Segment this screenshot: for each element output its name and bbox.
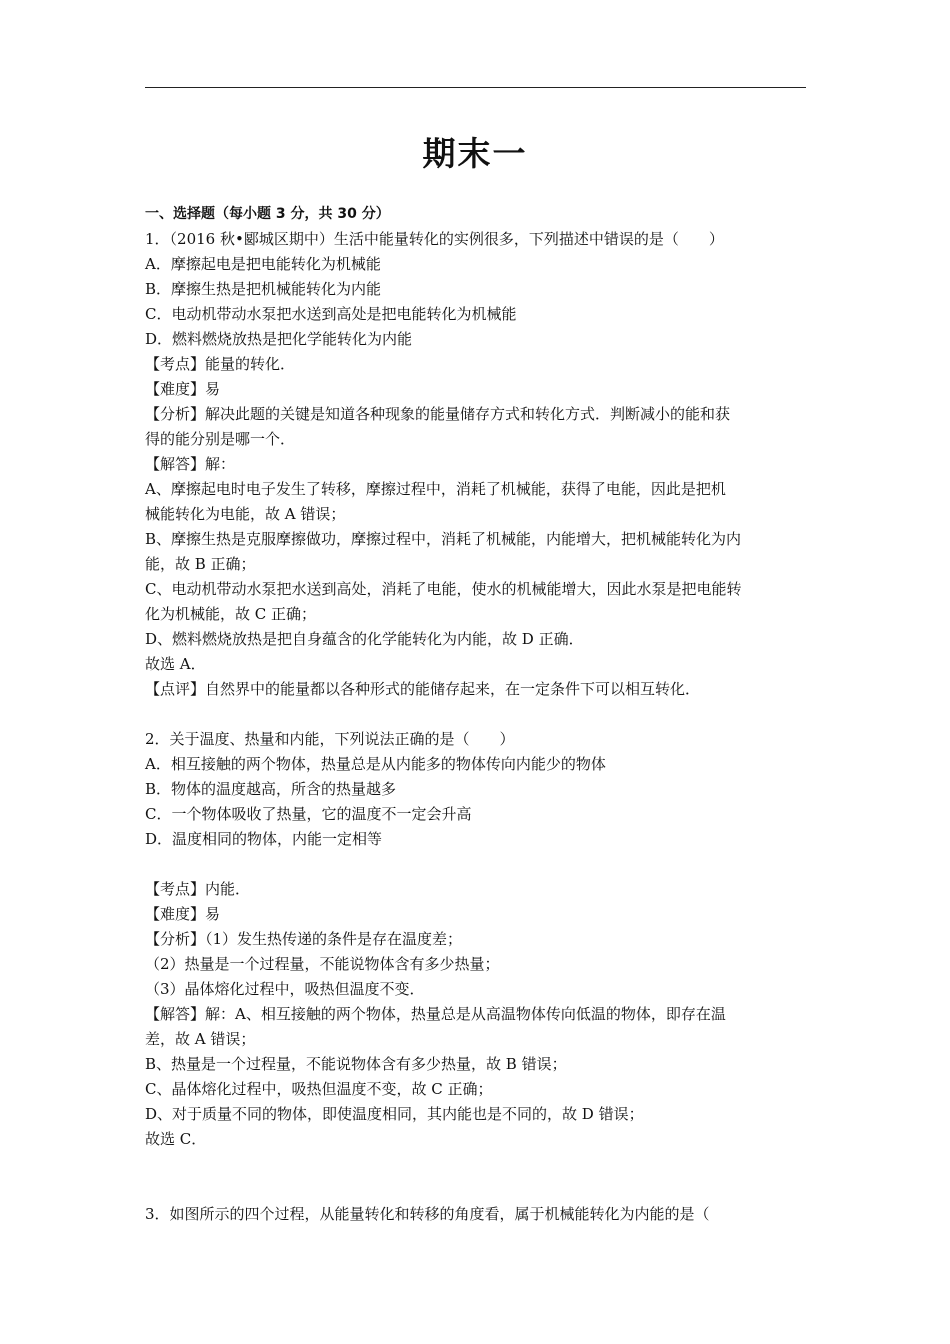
- section-heading: 一、选择题（每小题 3 分，共 30 分）: [145, 206, 390, 222]
- document-body: [145, 202, 809, 1227]
- jieda-line: 故选 C．: [145, 1130, 207, 1148]
- jieda-line: D、燃料燃烧放热是把自身蕴含的化学能转化为内能，故 D 正确．: [145, 630, 584, 648]
- page-title: 期末一: [422, 134, 528, 173]
- jieda-line: C、晶体熔化过程中，吸热但温度不变，故 C 正确；: [145, 1080, 493, 1098]
- jieda-line: 故选 A．: [145, 655, 206, 673]
- jieda-line: B、热量是一个过程量，不能说物体含有多少热量，故 B 错误；: [145, 1055, 567, 1073]
- jieda-line: 【解答】解：A、相互接触的两个物体，热量总是从高温物体传向低温的物体，即存在温: [145, 1005, 726, 1023]
- fenxi-line: 【分析】解决此题的关键是知道各种现象的能量储存方式和转化方式．判断减小的能和获: [145, 405, 731, 423]
- option-a: A．摩擦起电是把电能转化为机械能: [145, 255, 381, 273]
- option-b: B．摩擦生热是把机械能转化为内能: [145, 280, 382, 298]
- kaodian-line: 【考点】能量的转化．: [145, 355, 296, 373]
- jieda-title: 【解答】解：: [145, 455, 236, 473]
- question-3: [145, 1202, 809, 1227]
- jieda-line: B、摩擦生热是克服摩擦做功，摩擦过程中，消耗了机械能，内能增大，把机械能转化为内: [145, 530, 742, 548]
- option-d: D．燃料燃烧放热是把化学能转化为内能: [145, 330, 413, 348]
- kaodian-line: 【考点】内能．: [145, 880, 251, 898]
- nandu-line: 【难度】易: [145, 905, 221, 923]
- jieda-line: 能，故 B 正确；: [145, 555, 256, 573]
- nandu-line: 【难度】易: [145, 380, 221, 398]
- question-2: [145, 727, 809, 1152]
- question-1: [145, 227, 809, 702]
- option-c: C．电动机带动水泵把水送到高处是把电能转化为机械能: [145, 305, 517, 323]
- fenxi-line: 【分析】（1）发生热传递的条件是存在温度差；: [145, 930, 463, 948]
- question-stem: 2．关于温度、热量和内能，下列说法正确的是（ ）: [145, 730, 515, 748]
- dianping-line: 【点评】自然界中的能量都以各种形式的能储存起来，在一定条件下可以相互转化．: [145, 680, 701, 698]
- fenxi-line: 得的能分别是哪一个．: [145, 430, 296, 448]
- fenxi-line: （2）热量是一个过程量，不能说物体含有多少热量；: [145, 955, 500, 973]
- option-a: A．相互接触的两个物体，热量总是从内能多的物体传向内能少的物体: [145, 755, 606, 773]
- jieda-line: D、对于质量不同的物体，即使温度相同，其内能也是不同的，故 D 错误；: [145, 1105, 644, 1123]
- jieda-line: 械能转化为电能，故 A 错误；: [145, 505, 346, 523]
- question-stem: 3．如图所示的四个过程，从能量转化和转移的角度看，属于机械能转化为内能的是（: [145, 1205, 710, 1223]
- option-d: D．温度相同的物体，内能一定相等: [145, 830, 383, 848]
- question-stem: 1．（2016 秋•郾城区期中）生活中能量转化的实例很多，下列描述中错误的是（ ）: [145, 230, 724, 248]
- jieda-line: 差，故 A 错误；: [145, 1030, 256, 1048]
- header-rule: [145, 87, 806, 88]
- jieda-line: A、摩擦起电时电子发生了转移，摩擦过程中，消耗了机械能，获得了电能，因此是把机: [145, 480, 726, 498]
- jieda-line: 化为机械能，故 C 正确；: [145, 605, 317, 623]
- fenxi-line: （3）晶体熔化过程中，吸热但温度不变．: [145, 980, 425, 998]
- jieda-line: C、电动机带动水泵把水送到高处，消耗了电能，使水的机械能增大，因此水泵是把电能转: [145, 580, 742, 598]
- option-c: C．一个物体吸收了热量，它的温度不一定会升高: [145, 805, 472, 823]
- option-b: B．物体的温度越高，所含的热量越多: [145, 780, 397, 798]
